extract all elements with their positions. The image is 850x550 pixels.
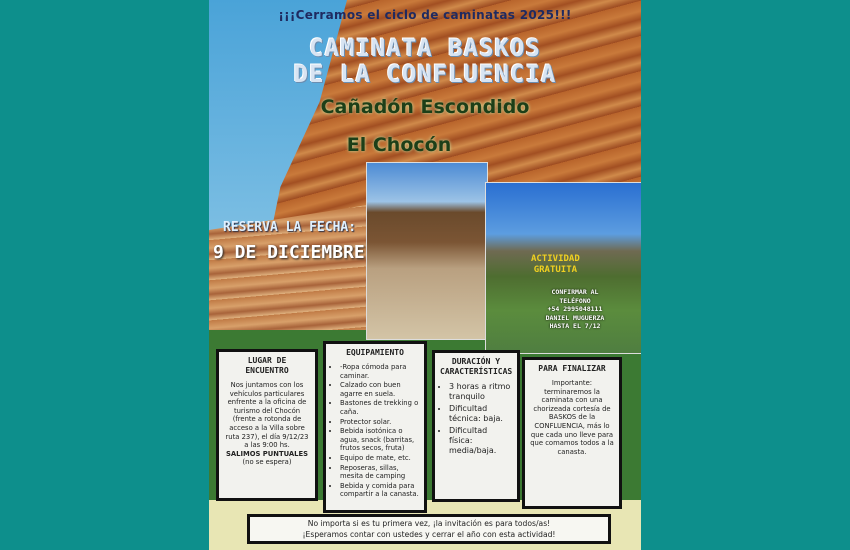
equipment-item: • -Ropa cómoda para caminar.	[340, 363, 419, 380]
free-activity-line1: ACTIVIDAD	[531, 254, 580, 264]
meeting-point-note: (no se espera)	[242, 458, 292, 467]
duration-list	[440, 382, 512, 456]
event-date: 9 DE DICIEMBRE	[213, 242, 365, 263]
meeting-point-title: LUGAR DE ENCUENTRO	[245, 356, 289, 375]
equipment-item: • Protector solar.	[340, 418, 419, 427]
poster-title-line1: CAMINATA BASKOS	[309, 34, 541, 62]
poster-title-line2: DE LA CONFLUENCIA	[293, 60, 557, 88]
closing-card	[522, 357, 622, 509]
equipment-item: • Bebida isotónica o agua, snack (barritas, frutos secos, fruta)	[340, 427, 419, 453]
free-activity-line2: GRATUITA	[533, 265, 578, 275]
duration-item: • 3 horas a ritmo tranquilo	[449, 382, 512, 402]
phone-number: +54 2995048111	[547, 305, 603, 313]
equipment-item: • Reposeras, sillas, mesita de camping	[340, 464, 419, 481]
equipment-item: • Equipo de mate, etc.	[340, 454, 419, 463]
place-location: El Chocón	[346, 134, 452, 156]
equipment-item: • Bastones de trekking o caña.	[340, 399, 419, 416]
duration-card	[432, 350, 520, 502]
deadline: HASTA EL 7/12	[549, 322, 601, 330]
equipment-item: • Bebida y comida para compartir a la canasta.	[340, 482, 419, 499]
closing-title: PARA FINALIZAR	[538, 364, 606, 373]
confirm-contact	[525, 288, 625, 331]
event-poster	[209, 0, 641, 550]
save-the-date-label: RESERVA LA FECHA:	[223, 220, 357, 235]
confirm-line: CONFIRMAR AL	[551, 288, 599, 296]
canyon-trail-photo	[366, 162, 488, 340]
confirm-line: TELÉFONO	[559, 296, 591, 305]
meeting-point-text: Nos juntamos con los vehículos particulares enfrente a la oficina de turismo del Chocón (frente a rotonda de acceso a la Villa sobre ruta 237), el día 9/12/23 a las 9:00 hs.	[225, 381, 309, 450]
duration-title: DURACIÓN Y CARACTERÍSTICAS	[440, 357, 513, 376]
equipment-title: EQUIPAMIENTO	[346, 348, 404, 357]
meeting-point-emphasis: SALIMOS PUNTUALES	[225, 449, 309, 458]
meeting-point-card	[216, 349, 318, 501]
duration-item: • Dificultad física: media/baja.	[449, 426, 512, 456]
free-activity-badge	[531, 254, 580, 276]
equipment-card	[323, 341, 427, 513]
footer-line1: No importa si es tu primera vez, ¡la invitación es para todos/as!	[307, 519, 551, 528]
header-line: ¡¡¡Cerramos el ciclo de caminatas 2025!!!	[278, 8, 572, 22]
footer-message	[247, 514, 611, 544]
contact-name: DANIEL MUGUERZA	[545, 313, 605, 322]
footer-line2: ¡Esperamos contar con ustedes y cerrar el año con esta actividad!	[302, 530, 556, 539]
closing-text: Importante: terminaremos la caminata con una chorizeada cortesía de BASKOS de la CONFLUENCIA, más lo que cada uno lleve para que comamos todos a la canasta.	[530, 379, 614, 456]
equipment-list	[331, 363, 419, 499]
place-name: Cañadón Escondido	[320, 96, 530, 118]
equipment-item: • Calzado con buen agarre en suela.	[340, 381, 419, 398]
duration-item: • Dificultad técnica: baja.	[449, 404, 512, 424]
